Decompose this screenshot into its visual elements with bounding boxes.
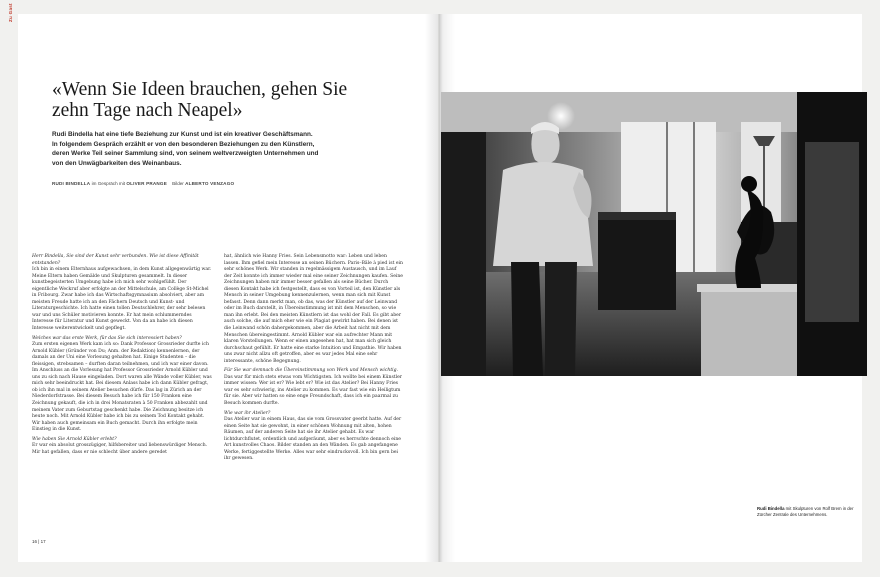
interview-question: Welches war das erste Werk, für das Sie sich interessiert haben?: [32, 335, 182, 341]
article-lead: [52, 130, 364, 168]
interview-answer: Zum ersten eigenen Werk kam ich so: Dank Professor Grossrieder durfte ich Arnold Kübler (Gründer von Du; Anm. der Redaktion) kennenlernen, der damals an der Uni eine Vorlesung gehalten hat. Einige Studenten – die fleissigen, strebsamen – durften daran teilnehmen, und ich war einer davon. Im Anschluss an die Vorlesung hat Professor Grossrieder Arnold Kübler und uns zu sich nach Hause eingeladen. Dort waren alle Wände voller Kübler, was mich sehr beeindruckt hat. Bei diesem Anlass habe ich dann Kübler gefragt, ob ich ihn mal in seinem Atelier besuchen dürfe. Das lag in Zürich an der Niederdorfstrasse. Bei diesem Besuch habe ich für 150 Franken eine Zeichnung gekauft, die ich in drei Monatsraten à 50 Franken abbezahlt und meinem Vater zum Geburtstag geschenkt habe. Die Zeichnung besitze ich heute noch. Mit Arnold Kübler habe ich bis zu seinem Tod Kontakt gehabt. Wir haben auch gemeinsam ein Buch gemacht. Durch ihn erfolgte mein Einstieg in die Kunst.: [32, 342, 212, 433]
article-headline: [52, 79, 392, 121]
lead-line: deren Werke Teil seiner Sammlung sind, von seinem weltverzweigten Unternehmen und: [52, 150, 319, 158]
credit-interviewer: OLIVER PRANGE: [126, 181, 167, 186]
body-column-2: [224, 254, 404, 463]
man-head: [531, 128, 559, 164]
portrait-photo: [441, 92, 867, 376]
headline-line: «Wenn Sie Ideen brauchen, gehen Sie: [52, 79, 348, 100]
interview-question: Wie haben Sie Arnold Kübler erlebt?: [32, 436, 117, 442]
man-trousers-right: [545, 262, 577, 376]
credit-conversation-text: im Gespräch mit: [91, 181, 126, 186]
credit-photographer: ALBERTO VENZAGO: [185, 181, 235, 186]
headline-line: zehn Tage nach Neapel»: [52, 100, 243, 121]
lead-line: Rudi Bindella hat eine tiefe Beziehung zur Kunst und ist ein kreativer Geschäftsmann.: [52, 131, 313, 138]
right-doorframe: [805, 142, 859, 322]
interview-question: Für Sie war demnach die Übereinstimmung von Werk und Mensch wichtig.: [224, 368, 398, 374]
sculpture-pedestal: [701, 288, 797, 376]
body-column-1: [32, 254, 212, 456]
interview-question: Herr Bindella, Sie sind der Kunst sehr verbunden. Wie ist diese Affinität entstanden?: [32, 254, 199, 266]
photo-caption: [757, 506, 857, 518]
man-trousers-left: [511, 262, 543, 376]
lead-line: von den Unwägbarkeiten des Weinanbaus.: [52, 159, 182, 167]
interview-answer: Er war ein absolut grosszügiger, hilfsbereiter und liebenswürdiger Mensch. Mir hat gefallen, dass er nie schlecht über andere geredet: [32, 443, 208, 455]
interview-answer: Ich bin in einem Elternhaus aufgewachsen, in dem Kunst allgegenwärtig war. Meine Eltern haben Gemälde und Skulpturen gesammelt. In dieser kunstbegeisterten Umgebung habe ich mich sehr wohlgefühlt. Der eigentliche Weckruf aber erfolgte an der Mittelschule, am Collège St-Michel in Fribourg. Zwar habe ich das Wirtschaftsgymnasium absolviert, aber am meisten Freude hatte ich an den Fächern Deutsch und Kunst- und Literaturgeschichte. Ich hatte einen tollen Deutschlehrer, der sehr belesen war und uns Schüler motivieren konnte. Er hat mein schlummerndes Interesse für Literatur und Kunst geweckt. Von da an habe ich diesen Interesse weiterentwickelt und gepflegt.: [32, 267, 212, 332]
article-credits: [52, 181, 382, 186]
interview-answer: Das war für mich stets etwas vom Wichtigsten. Ich wollte bei einem Künstler immer wissen: Wer ist er? Wie lebt er? Wie ist das Atelier? Bei Hanny Fries war es sehr schwierig, ins Atelier zu kommen. Es war fast wie ein Heiligtum für sie. Aber wir hatten so eine enge Freundschaft, dass ich ein paarmal zu Besuch kommen durfte.: [224, 374, 402, 407]
page-numbers: 16 | 17: [32, 539, 46, 544]
cabinet: [598, 218, 676, 310]
section-tag: Zu Gast: [8, 3, 13, 22]
caption-text: mit Skulpturen von Rolf Brem in der Zürcher Zentrale des Unternehmens.: [757, 506, 854, 517]
interview-answer: Das Atelier war in einem Haus, das sie vom Grossvater geerbt hatte. Auf der einen Seite hat sie gewohnt, in einer schönen Wohnung mit alten, hohen Räumen, auf der anderen Seite hat sie ihr Atelier gehabt. Es war lichtdurchflutet, ordentlich und aufgeräumt, aber es herrschte dennoch eine Art kunstvolles Chaos. Bilder standen an den Wänden. Es gab angefangene Werke, fertiggestellte Werke. Alles war sehr eindrucksvoll. Ich bin gern bei ihr gewesen.: [224, 417, 402, 462]
credit-photo-text: Bilder: [172, 181, 184, 186]
interview-answer: hat, ähnlich wie Hanny Fries. Sein Lebensmotto war: Leben und leben lassen. Ihm gefiel mein Interesse an seinen Büchern. Paris–Bâle à pied ist ein sehr schönes Werk. Wir standen in regelmässigem Austausch, und im Lauf der Zeit konnte ich immer wieder mal eine seiner Zeichnungen kaufen. Seine Zeichnungen haben mir immer besser gefallen als seine Bücher. Durch diesen Kontakt habe ich festgestellt, dass es von Vorteil ist, den Künstler als Mensch in seiner Umgebung kennenzulernen, wenn man sich mit Kunst befasst. Denn dann merkt man, ob das, was der Künstler auf der Leinwand oder im Buch darstellt, in Übereinstimmung ist mit dem Menschen, so wie man ihn erlebt. Bei den meisten Künstlern ist das wohl der Fall. Es gibt aber auch solche, die auf mich eher wie ein Plagiat gewirkt haben. Bei denen ist die Leinwand schön dahergekommen, aber die Arbeit hat nicht mit dem Menschen übereingestimmt. Arnold Kübler war ein aufrechter Mann mit klaren Vorstellungen. Wenn er einen angesehen hat, hat man sich gleich durchschaut gefühlt. Er hatte eine starke Intuition und Empathie. Wir haben uns zwar nicht allzu oft getroffen, aber es war jedes Mal eine sehr interessante, schöne Begegnung.: [224, 254, 403, 364]
interview-question: Wie war ihr Atelier?: [224, 410, 271, 416]
lead-line: In folgendem Gespräch erzählt er von den besonderen Beziehungen zu den Künstlern,: [52, 140, 315, 148]
dark-wall: [441, 132, 486, 376]
caption-name: Rudi Bindella: [757, 506, 785, 511]
credit-subject: RUDI BINDELLA: [52, 181, 91, 186]
